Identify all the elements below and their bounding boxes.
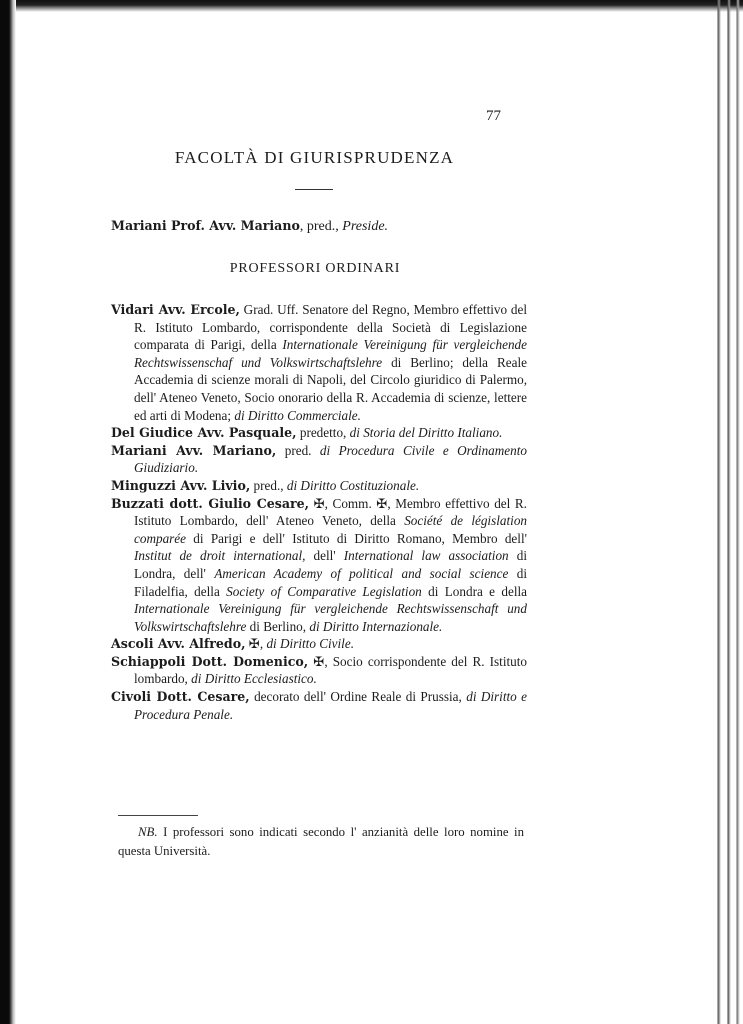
entry-text: di Londra, dell' <box>134 548 527 581</box>
professor-name: Ascoli Avv. Alfredo, <box>111 636 246 652</box>
entry-italic-text: International law association <box>343 548 509 564</box>
page-title: FACOLTÀ DI GIURISPRUDENZA <box>174 148 455 167</box>
entry-text: di Londra e della <box>421 583 528 599</box>
entry-text: di Parigi e dell' Istituto di Diritto Romano, Membro dell' <box>186 530 527 546</box>
professor-entry <box>111 301 527 424</box>
preside-role: Preside. <box>342 219 389 234</box>
entry-text: pred., <box>250 477 287 493</box>
entry-italic-text: di Procedura Civile e Ordinamento Giudiziario. <box>134 442 527 476</box>
entry-italic-text: di Storia del Diritto Italiano. <box>349 425 503 441</box>
professor-entry <box>111 635 527 653</box>
professor-name: Schiappoli Dott. Domenico, <box>111 653 309 669</box>
professor-name: Del Giudice Avv. Pasquale, <box>111 425 297 441</box>
entry-text: decorato dell' Ordine Reale di Prussia, <box>249 689 467 705</box>
entry-text: ✠, <box>245 636 267 652</box>
preside-line <box>111 218 388 235</box>
entry-italic-text: di Diritto Commerciale. <box>234 407 361 423</box>
preside-name: Mariani Prof. Avv. Mariano <box>111 218 300 233</box>
title-divider <box>295 189 333 190</box>
footnote <box>118 823 524 861</box>
professor-name: Buzzati dott. Giulio Cesare, <box>111 495 310 511</box>
section-title: PROFESSORI ORDINARI <box>229 261 401 276</box>
professor-name: Vidari Avv. Ercole, <box>111 302 240 317</box>
entry-italic-text: Société de législation comparée <box>134 513 528 546</box>
entry-italic-text: American Academy of political and social science <box>214 565 509 581</box>
footnote-label: NB. <box>138 825 158 839</box>
professor-entry <box>111 495 527 636</box>
entry-italic-text: di Diritto e Procedura Penale. <box>134 689 527 722</box>
professor-name: Civoli Dott. Cesare, <box>111 689 250 705</box>
entry-italic-text: di Diritto Costituzionale. <box>286 477 420 493</box>
entry-italic-text: Internationale Vereinigung für vergleichende Rechtswissenschaft und Volkswirtschaftslehre <box>134 601 527 634</box>
scan-right-edge <box>687 0 743 1024</box>
entry-italic-text: Society of Comparative Legislation <box>226 583 422 599</box>
entry-text: dell' <box>305 548 344 564</box>
entry-text: di Berlino; della Reale Accademia di scienze morali di Napoli, del Circolo giuridico di Palermo, dell' Ateneo Veneto, Socio onorario della R. Accademia di scienze, lettere ed arti di Modena; <box>134 354 527 423</box>
scan-top-edge <box>0 0 743 12</box>
entry-italic-text: di Diritto Civile. <box>266 636 355 652</box>
entry-text: pred. <box>276 442 320 458</box>
professor-entry <box>111 688 527 723</box>
professor-list <box>111 301 527 723</box>
entry-text: Grad. Uff. Senatore del Regno, Membro effettivo del R. Istituto Lombardo, corrispondente della Società di Legislazione comparata di Parigi, della <box>134 302 527 353</box>
professor-entry <box>111 424 527 442</box>
entry-italic-text: di Diritto Internazionale. <box>309 618 443 634</box>
professor-entry <box>111 442 527 477</box>
footnote-divider <box>118 815 198 816</box>
entry-italic-text: Institut de droit international, <box>134 548 306 564</box>
professor-entry <box>111 477 527 495</box>
entry-text: predetto, <box>296 425 350 441</box>
entry-text: di Berlino, <box>246 618 310 634</box>
entry-text: ✠, Comm. ✠, Membro effettivo del R. Istituto Lombardo, dell' Ateneo Veneto, della <box>134 495 527 529</box>
entry-text: ✠, Socio corrispondente del R. Istituto lombardo, <box>134 653 528 687</box>
preside-separator: , pred., <box>299 219 343 234</box>
professor-name: Minguzzi Avv. Livio, <box>111 477 251 493</box>
entry-text: di Filadelfia, della <box>134 565 528 599</box>
professor-name: Mariani Avv. Mariano, <box>111 442 277 458</box>
entry-italic-text: Internationale Vereinigung für vergleichende Rechtswissenschaf und Volkswirtschaftslehre <box>134 337 527 370</box>
page-number: 77 <box>486 108 501 124</box>
professor-entry <box>111 653 527 688</box>
entry-italic-text: di Diritto Ecclesiastico. <box>191 671 317 687</box>
footnote-text: I professori sono indicati secondo l' anzianità delle loro nomine in questa Università. <box>118 825 524 858</box>
